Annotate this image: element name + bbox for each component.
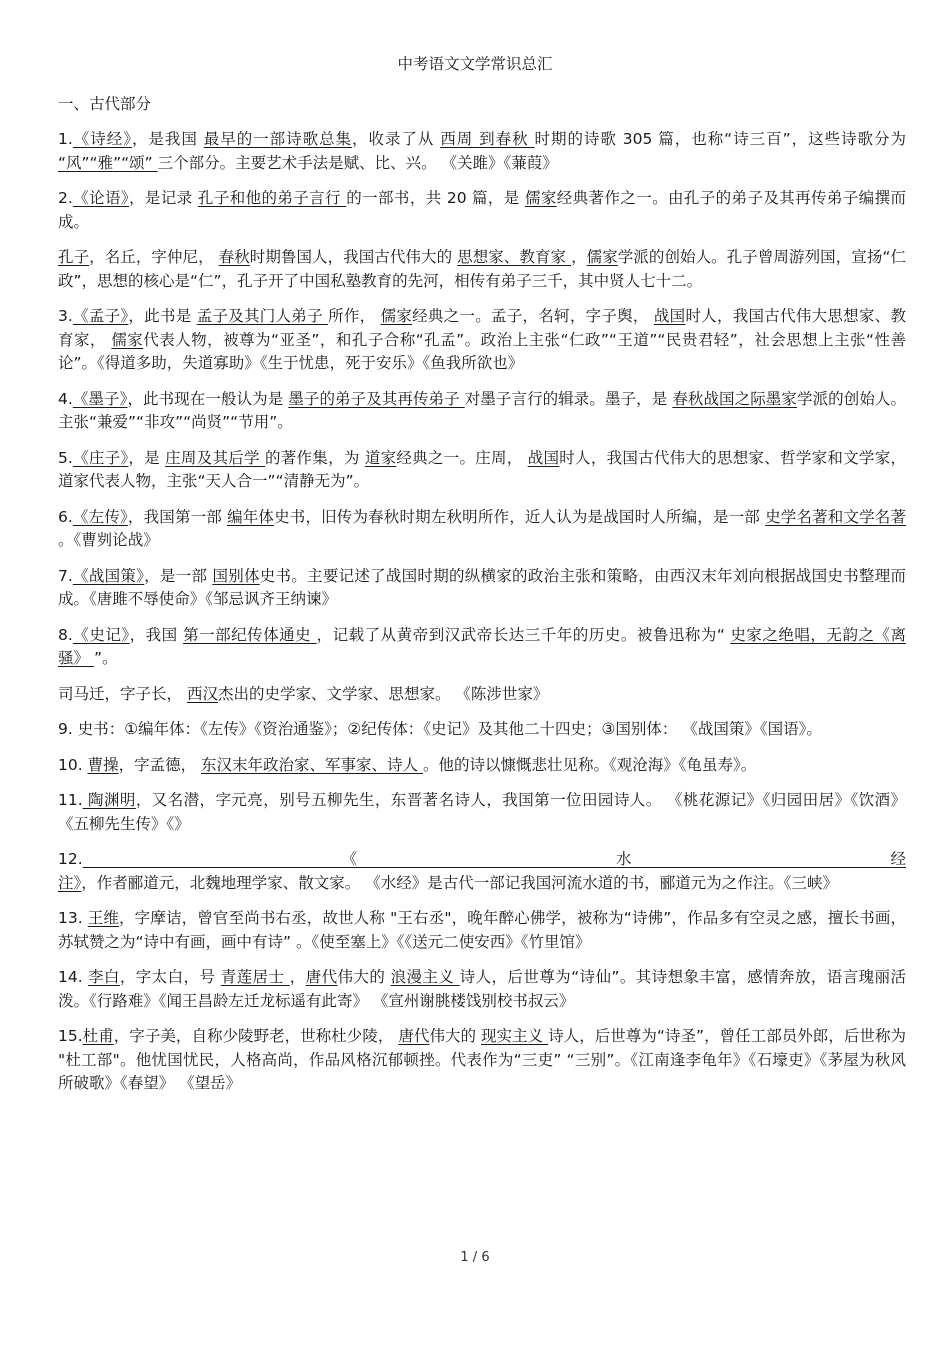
- paragraph-text: ，又名潜，字元亮，别号五柳先生，东晋著名诗人，我国第一位田园诗人。 《桃花源记》《归园田居》《饮酒》《五柳先生传》《》: [58, 791, 906, 833]
- paragraph: [58, 848, 906, 895]
- paragraph: [58, 187, 906, 234]
- paragraph-text: ，字孟德，: [118, 755, 202, 774]
- paragraph-text: ，: [289, 968, 306, 986]
- underlined-term: 现实主义: [481, 1027, 549, 1045]
- paragraph-text: 伟大的: [337, 968, 391, 986]
- paragraph-text: ，此书现在一般认为是: [127, 389, 289, 408]
- paragraph-text: ，是一部: [144, 566, 213, 585]
- paragraph-text: 。《曹刿论战》: [58, 531, 159, 549]
- paragraph: [58, 506, 906, 553]
- underlined-term: 《论语》: [72, 189, 130, 207]
- paragraph-text: ，字子美，自称少陵野老，世称杜少陵，: [113, 1027, 399, 1045]
- paragraph-text: 6.: [58, 507, 73, 526]
- underlined-term: 《水经注》: [58, 850, 906, 892]
- paragraph-text: 诗人，后世尊为“诗圣”，曾任工部员外郎，后世称为 "杜工部"。他忧国忧民，人格高尚，作品风格沉郁顿挫。代表作为“三吏” “三别”。《江南逢李龟年》《石壕吏》《茅屋为秋风所破歌》《春望》 《望岳》: [58, 1027, 906, 1092]
- paragraph: [58, 966, 906, 1013]
- paragraph-text: 经典著作之一。由孔子的弟子及其再传弟子编撰而成。: [58, 189, 906, 231]
- paragraph-text: 4.: [58, 389, 73, 408]
- underlined-term: 墨子的弟子及其再传弟子: [288, 389, 465, 408]
- paragraph: [58, 624, 906, 671]
- underlined-term: 战国: [653, 307, 686, 325]
- underlined-term: 思想家、教育家: [457, 248, 572, 266]
- section-heading: 一、古代部分: [58, 95, 152, 113]
- paragraph-text: 时人，我国古代伟大的思想家、哲学家和文学家，道家代表人物，主张“天人合一”“清静无为”。: [58, 448, 906, 490]
- document-title: 中考语文文学常识总汇: [397, 55, 553, 73]
- underlined-term: 王维: [87, 909, 120, 927]
- paragraph-text: ，: [571, 248, 587, 266]
- paragraph: [58, 305, 906, 376]
- underlined-term: 西周 到春秋: [440, 130, 535, 148]
- paragraph-text: 代表人物，被尊为“亚圣”，和孔子合称“孔孟”。政治上主张“仁政”“王道”“民贵君轻”，社会思想上主张“性善论”。《得道多助，失道寡助》《生于忧患，死于安乐》《鱼我所欲也》: [58, 330, 906, 372]
- paragraph-text: 11.: [58, 791, 83, 809]
- paragraph-text: ，是我国: [131, 130, 204, 148]
- paragraph: [58, 683, 906, 707]
- paragraph-text: 杰出的史学家、文学家、思想家。 《陈涉世家》: [217, 684, 549, 703]
- underlined-term: 孔子和他的弟子言行: [197, 189, 347, 207]
- underlined-term: 李白: [88, 968, 120, 986]
- underlined-term: 孔子: [58, 248, 90, 266]
- paragraph: [58, 789, 906, 836]
- paragraph-text: ，是记录: [129, 189, 198, 207]
- paragraph-text: ，作者郦道元，北魏地理学家、散文家。 《水经》是古代一部记我国河流水道的书，郦道元为之作注。《三峡》: [81, 873, 838, 892]
- underlined-term: 第一部纪传体通史: [183, 625, 317, 644]
- paragraph-text: ，字太白，号: [119, 968, 221, 986]
- paragraph-text: 8.: [58, 625, 73, 644]
- paragraph-text: 时期的诗歌 305 篇，也称“诗三百”，这些诗歌分为: [534, 130, 906, 148]
- underlined-term: “风”“雅”“颂”: [58, 153, 158, 172]
- paragraph-text: 伟大的: [429, 1027, 482, 1045]
- paragraph-text: ”。: [93, 649, 118, 667]
- paragraph-text: 3.: [58, 307, 73, 325]
- underlined-term: 曹操: [87, 755, 119, 774]
- paragraph-text: 经典之一。孟子，名轲，字子舆，: [412, 307, 654, 325]
- underlined-term: 孟子及其门人弟子: [196, 307, 329, 325]
- underlined-term: 东汉末年政治家、军事家、诗人: [201, 755, 423, 774]
- underlined-term: 西汉: [186, 684, 218, 703]
- underlined-term: 国别体: [212, 566, 260, 585]
- paragraph-text: 9. 史书：①编年体：《左传》《资治通鉴》；②纪传体：《史记》及其他二十四史；③国别体： 《战国策》《国语》。: [58, 720, 822, 738]
- paragraph-text: 时人，我国古代伟大思想家、教育家，: [58, 307, 906, 349]
- underlined-term: 《史记》: [72, 625, 130, 644]
- underlined-term: 史家之绝唱，无韵之《离骚》: [58, 625, 906, 667]
- underlined-term: 唐代: [305, 968, 338, 986]
- paragraph-text: 经典之一。庄周，: [396, 448, 528, 467]
- paragraph: [58, 754, 906, 778]
- underlined-term: 儒家: [524, 189, 557, 207]
- paragraph-text: 学派的创始人。孔子曾周游列国，宣扬“仁政”，思想的核心是“仁”，孔子开了中国私塾教育的先河，相传有弟子三千，其中贤人七十二。: [58, 248, 906, 290]
- paragraph-text: ，我国: [129, 625, 184, 644]
- paragraph-text: 的一部书，共 20 篇，是: [346, 189, 525, 207]
- paragraph-text: ，我国第一部: [127, 507, 228, 526]
- paragraph-text: 史书，旧传为春秋时期左秋明所作，近人认为是战国时人所编，是一部: [274, 507, 766, 526]
- underlined-term: 道家: [364, 448, 397, 467]
- paragraph-text: 1.: [58, 130, 73, 148]
- paragraph-text: 时期鲁国人，我国古代伟大的: [249, 248, 458, 266]
- paragraph: [58, 718, 906, 742]
- underlined-term: 编年体: [227, 507, 275, 526]
- paragraph: [58, 128, 906, 175]
- paragraph-text: ，名丘，字仲尼，: [89, 248, 219, 266]
- paragraph: [58, 388, 906, 435]
- underlined-term: 《墨子》: [72, 389, 128, 408]
- underlined-term: 《庄子》: [72, 448, 129, 467]
- paragraph: [58, 246, 906, 293]
- paragraph-text: 学派的创始人。主张“兼爱”“非攻”“尚贤”“节用”。: [58, 389, 906, 431]
- underlined-term: 春秋战国之际墨家: [672, 389, 797, 408]
- underlined-term: 最早的一部诗歌总集: [203, 130, 353, 148]
- paragraph-text: 5.: [58, 448, 73, 467]
- paragraph: [58, 447, 906, 494]
- paragraph-text: ，是: [128, 448, 166, 467]
- paragraph-text: ，此书是: [128, 307, 197, 325]
- underlined-term: 庄周及其后学: [165, 448, 265, 467]
- underlined-term: 战国: [527, 448, 560, 467]
- underlined-term: 浪漫主义: [390, 968, 460, 986]
- paragraph-text: ，字摩诘，曾官至尚书右丞，故世人称 "王右丞"，晚年醉心佛学，被称为“诗佛”，作品多有空灵之感，擅长书画，苏轼赞之为“诗中有画，画中有诗” 。《使至塞上》《《送元二使安西》《竹里馆》: [58, 909, 906, 951]
- underlined-term: 春秋: [218, 248, 250, 266]
- page-number: 1 / 6: [460, 1250, 490, 1265]
- underlined-term: 《战国策》: [72, 566, 145, 585]
- paragraph-text: 13.: [58, 909, 88, 927]
- underlined-term: 杜甫: [82, 1027, 114, 1045]
- paragraph: [58, 565, 906, 612]
- underlined-term: 史学名著和文学名著: [765, 507, 906, 526]
- paragraph: [58, 907, 906, 954]
- paragraph-text: ，记载了从黄帝到汉武帝长达三千年的历史。被鲁迅称为“: [316, 625, 731, 644]
- paragraph-text: 12.: [58, 850, 83, 868]
- paragraph-text: 史书。主要记述了战国时期的纵横家的政治主张和策略，由西汉末年刘向根据战国史书整理而成。《唐雎不辱使命》《邹忌讽齐王纳谏》: [58, 566, 906, 608]
- paragraph-text: ，收录了从: [352, 130, 441, 148]
- paragraph-text: 15.: [58, 1027, 83, 1045]
- underlined-term: 儒家: [380, 307, 413, 325]
- paragraph-text: 司马迁，字子长，: [58, 684, 187, 703]
- document-body: [58, 128, 906, 1108]
- underlined-term: 儒家: [586, 248, 618, 266]
- underlined-term: 青莲居士: [220, 968, 290, 986]
- paragraph-text: 所作，: [328, 307, 381, 325]
- paragraph-text: 2.: [58, 189, 73, 207]
- underlined-term: 《孟子》: [72, 307, 129, 325]
- underlined-term: 陶渊明: [82, 791, 136, 809]
- paragraph-text: 14.: [58, 968, 88, 986]
- paragraph-text: 的著作集，为: [264, 448, 365, 467]
- underlined-term: 儒家: [111, 330, 144, 349]
- underlined-term: 《左传》: [72, 507, 128, 526]
- paragraph-text: 。他的诗以慷慨悲壮见称。《观沧海》《龟虽寿》。: [422, 755, 757, 774]
- paragraph-text: 三个部分。主要艺术手法是赋、比、兴。 《关雎》《蒹葭》: [157, 153, 558, 172]
- paragraph-text: 10.: [58, 755, 88, 774]
- paragraph-text: 7.: [58, 566, 73, 585]
- underlined-term: 《诗经》: [72, 130, 132, 148]
- underlined-term: 唐代: [398, 1027, 430, 1045]
- paragraph-text: 诗人，后世尊为“诗仙”。其诗想象丰富，感情奔放，语言瑰丽活泼。《行路难》《闻王昌龄左迁龙标遥有此寄》 《宣州谢朓楼饯别校书叔云》: [58, 968, 906, 1010]
- paragraph: [58, 1025, 906, 1096]
- paragraph-text: 对墨子言行的辑录。墨子，是: [464, 389, 673, 408]
